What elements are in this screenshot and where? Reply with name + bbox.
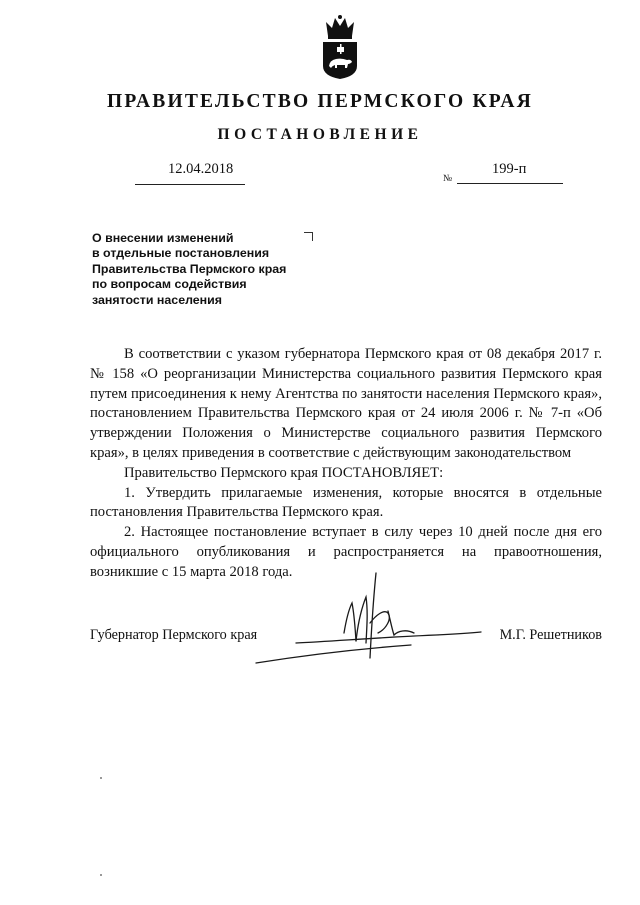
body-paragraph: Правительство Пермского края ПОСТАНОВЛЯЕТ:: [124, 464, 444, 481]
document-number: 199-п: [492, 161, 527, 177]
document-subject: [92, 231, 332, 308]
subject-line: занятости населения: [92, 292, 223, 307]
body-paragraph: В соответствии с указом губернатора Пермского края от 08 декабря 2017 г. № 158 «О реорганизации Министерства социального развития Пермского края путем присоединения к нему Агентства по занятости населения Пермского края», постановлением Правительства Пермского края от 24 июля 2006 г. № 7-п «Об утверждении Положения о Министерстве социального развития Пермского края», в целях приведения в соответствие с действующим законодательством: [90, 346, 602, 461]
signatory-name: М.Г. Решетников: [499, 627, 602, 643]
number-label: №: [443, 174, 453, 184]
scan-speck: [100, 874, 102, 876]
subject-line: в отдельные постановления: [92, 246, 270, 261]
corner-mark: [304, 232, 313, 241]
coat-of-arms-icon: [320, 14, 360, 80]
signatory-position: Губернатор Пермского края: [90, 627, 258, 643]
document-body: [90, 345, 602, 583]
body-paragraph: 1. Утвердить прилагаемые изменения, которые вносятся в отдельные постановления Правительства Пермского края.: [90, 484, 602, 521]
document-type: ПОСТАНОВЛЕНИЕ: [217, 126, 423, 143]
date-underline: [135, 184, 245, 185]
document-date: 12.04.2018: [168, 161, 234, 177]
number-underline: [457, 183, 563, 184]
subject-line: по вопросам содействия: [92, 277, 247, 292]
subject-line: О внесении изменений: [92, 231, 234, 245]
subject-line: Правительства Пермского края: [92, 261, 287, 276]
handwritten-signature: [236, 563, 486, 673]
organization-title: ПРАВИТЕЛЬСТВО ПЕРМСКОГО КРАЯ: [107, 91, 533, 112]
scan-speck: [100, 777, 102, 779]
body-paragraph: 2. Настоящее постановление вступает в силу через 10 дней после дня его официального опубликования и распространяется на правоотношения, возникшие с 15 марта 2018 года.: [90, 524, 602, 580]
